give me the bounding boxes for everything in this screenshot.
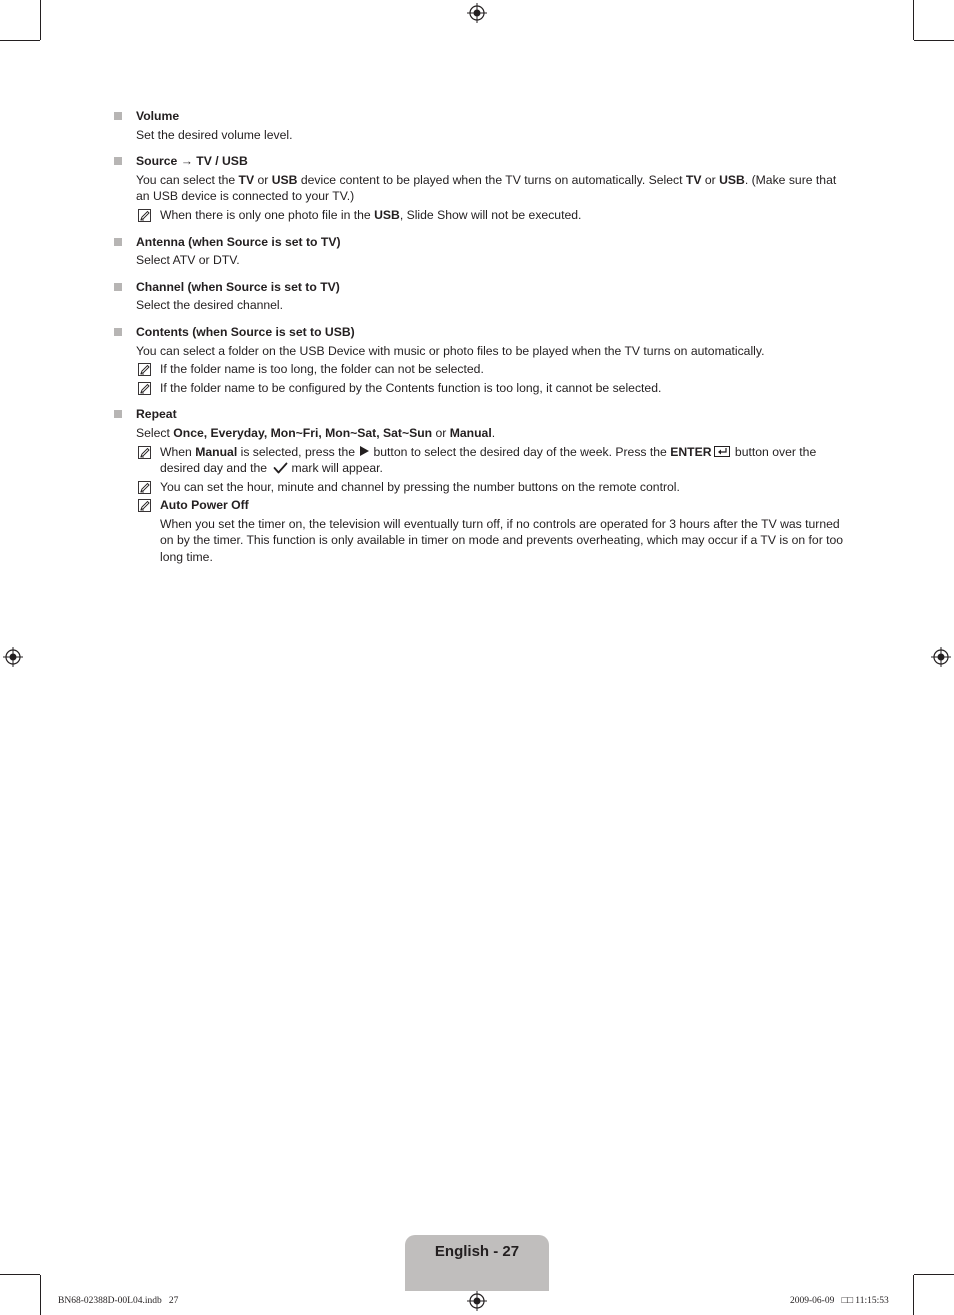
text-run: When there is only one photo file in the xyxy=(160,207,375,222)
bold-term: ENTER xyxy=(670,444,712,459)
bold-term: TV xyxy=(685,172,702,187)
note-text xyxy=(160,207,847,224)
note-icon xyxy=(138,382,151,395)
note-text: If the folder name is too long, the folder can not be selected. xyxy=(160,362,484,377)
menu-item-section xyxy=(112,324,847,396)
section-heading: Source → TV / USB xyxy=(136,154,248,169)
section-body xyxy=(136,172,847,205)
text-run: or xyxy=(701,172,720,187)
bold-term: TV xyxy=(238,172,255,187)
note-text xyxy=(160,444,847,477)
footer-file-info: BN68-02388D-00L04.indb 27 xyxy=(58,1296,179,1306)
square-bullet-icon xyxy=(114,283,122,291)
crop-mark xyxy=(0,1274,40,1275)
note-icon xyxy=(138,363,151,376)
crop-mark xyxy=(914,40,954,41)
note-item xyxy=(136,361,847,378)
note-icon xyxy=(138,499,151,512)
text-run: , Slide Show will not be executed. xyxy=(399,207,582,222)
section-heading: Antenna (when Source is set to TV) xyxy=(136,234,341,249)
menu-item-section xyxy=(112,153,847,223)
menu-item-section xyxy=(112,234,847,269)
square-bullet-icon xyxy=(114,410,122,418)
section-body xyxy=(136,425,847,442)
square-bullet-icon xyxy=(114,238,122,246)
note-item xyxy=(136,479,847,496)
square-bullet-icon xyxy=(114,112,122,120)
text-run: mark will appear. xyxy=(291,461,383,476)
square-bullet-icon xyxy=(114,328,122,336)
section-body: You can select a folder on the USB Device with music or photo files to be played when the TV turns on automatically. xyxy=(136,343,765,358)
page-number-tab xyxy=(405,1235,549,1291)
registration-mark-icon xyxy=(467,3,487,23)
text-run: When xyxy=(160,444,196,459)
section-heading: Volume xyxy=(136,109,180,123)
note-item xyxy=(136,380,847,397)
menu-item-section xyxy=(112,279,847,314)
text-run: You can select the xyxy=(136,172,239,187)
text-run: or xyxy=(254,172,272,187)
menu-item-section xyxy=(112,108,847,143)
section-heading: Channel (when Source is set to TV) xyxy=(136,279,340,294)
section-body: Select the desired channel. xyxy=(136,298,284,313)
section-heading: Repeat xyxy=(136,407,177,422)
crop-mark xyxy=(40,1275,41,1315)
note-heading: Auto Power Off xyxy=(160,498,249,513)
bold-term: Once, Everyday, Mon~Fri, Mon~Sat, Sat~Sun xyxy=(173,425,433,440)
crop-mark xyxy=(913,1275,914,1315)
note-icon xyxy=(138,209,151,222)
note-item xyxy=(136,444,847,477)
text-run: . xyxy=(491,425,496,440)
bold-term: USB xyxy=(271,172,298,187)
crop-mark xyxy=(914,1274,954,1275)
square-bullet-icon xyxy=(114,157,122,165)
play-icon xyxy=(360,446,369,456)
check-icon xyxy=(273,462,288,474)
text-run: button over the desired day and the xyxy=(160,444,817,476)
text-run: button to select the desired day of the week. Press the xyxy=(373,444,671,459)
crop-mark xyxy=(913,0,914,40)
note-item xyxy=(136,497,847,565)
registration-mark-icon xyxy=(931,647,951,667)
text-run: device content to be played when the TV turns on automatically. Select xyxy=(297,172,686,187)
bold-term: Manual xyxy=(449,425,492,440)
text-run: Select xyxy=(136,425,174,440)
text-run: . (Make sure that an USB device is connected to your TV.) xyxy=(136,172,837,204)
menu-item-section xyxy=(112,406,847,565)
section-body: Select ATV or DTV. xyxy=(136,253,240,268)
note-icon xyxy=(138,481,151,494)
crop-mark xyxy=(0,40,40,41)
footer-timestamp: 2009-06-09 □□ 11:15:53 xyxy=(790,1296,889,1306)
text-run: is selected, press the xyxy=(237,444,359,459)
note-text: You can set the hour, minute and channel by pressing the number buttons on the remote control. xyxy=(160,479,680,494)
crop-mark xyxy=(40,0,41,40)
text-run: or xyxy=(432,425,450,440)
enter-icon xyxy=(714,446,730,457)
note-text: When you set the timer on, the television will eventually turn off, if no controls are operated for 3 hours after the TV was turned on by the timer. This function is only available in timer on mode and prevents overheating, which may occur if a TV is on for too long time. xyxy=(160,516,844,565)
bold-term: Manual xyxy=(195,444,238,459)
note-item xyxy=(136,207,847,224)
section-heading: Contents (when Source is set to USB) xyxy=(136,324,355,339)
manual-content xyxy=(112,108,847,576)
bold-term: USB xyxy=(374,207,400,222)
registration-mark-icon xyxy=(3,647,23,667)
note-icon xyxy=(138,446,151,459)
registration-mark-icon xyxy=(467,1291,487,1311)
page-label: English - 27 xyxy=(434,1243,520,1260)
note-text: If the folder name to be configured by the Contents function is too long, it cannot be selected. xyxy=(160,380,662,395)
section-body: Set the desired volume level. xyxy=(136,127,293,142)
bold-term: USB xyxy=(719,172,745,187)
